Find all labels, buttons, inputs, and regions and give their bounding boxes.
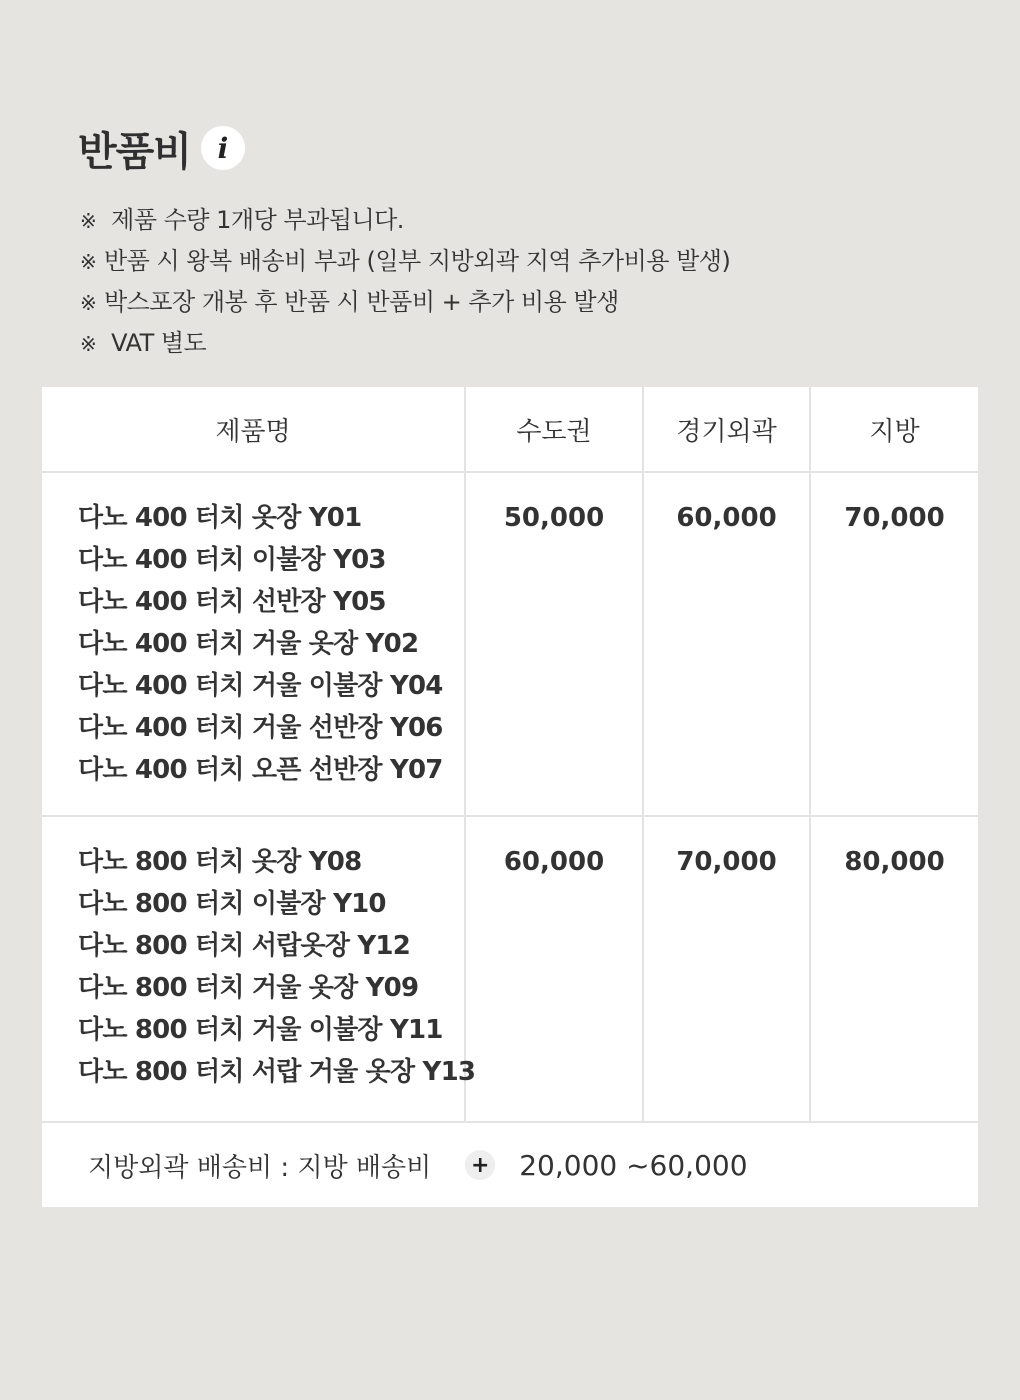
reference-mark-icon: ※ (80, 250, 97, 274)
reference-mark-icon: ※ (80, 209, 97, 233)
notes-list (80, 200, 730, 364)
reference-mark-icon: ※ (80, 332, 97, 356)
table-footer (42, 1123, 978, 1207)
product-name: 다노 800 터치 옷장 Y08 (78, 847, 362, 877)
product-name: 다노 400 터치 옷장 Y01 (78, 503, 362, 533)
note-item (80, 323, 730, 364)
product-list-cell (42, 816, 476, 1122)
product-name: 다노 800 터치 서랍옷장 Y12 (78, 931, 411, 961)
price-gyeonggi-outer: 70,000 (643, 816, 810, 1122)
fee-table (42, 387, 978, 1123)
price-capital-area: 60,000 (465, 816, 643, 1122)
page-title: 반품비 (78, 128, 191, 175)
reference-mark-icon: ※ (80, 291, 97, 315)
product-name: 다노 400 터치 거울 선반장 Y06 (78, 713, 443, 743)
plus-icon: + (465, 1150, 495, 1180)
price-gyeonggi-outer: 60,000 (643, 472, 810, 816)
price-province: 80,000 (810, 816, 978, 1122)
return-fee-table (42, 387, 978, 1207)
note-item (80, 200, 730, 241)
note-text: 제품 수량 1개당 부과됩니다. (104, 206, 404, 234)
note-item (80, 241, 730, 282)
table-row (42, 472, 978, 816)
product-name: 다노 800 터치 서랍 거울 옷장 Y13 (78, 1057, 476, 1087)
product-name: 다노 400 터치 선반장 Y05 (78, 587, 386, 617)
product-list-cell (42, 472, 465, 816)
product-name: 다노 800 터치 거울 옷장 Y09 (78, 973, 419, 1003)
price-capital-area: 50,000 (465, 472, 643, 816)
product-name: 다노 800 터치 이불장 Y10 (78, 889, 386, 919)
footer-range: 20,000 ~60,000 (519, 1148, 748, 1182)
footer-label: 지방외곽 배송비 : 지방 배송비 (88, 1152, 432, 1183)
header-gyeonggi-outer: 경기외곽 (643, 387, 810, 472)
title-row (78, 118, 245, 178)
header-product-name: 제품명 (42, 387, 465, 472)
header-row (42, 387, 978, 472)
table-row (42, 816, 978, 1122)
note-item (80, 282, 730, 323)
note-text: VAT 별도 (104, 329, 207, 357)
header-province: 지방 (810, 387, 978, 472)
product-name: 다노 400 터치 거울 이불장 Y04 (78, 671, 443, 701)
note-text: 반품 시 왕복 배송비 부과 (일부 지방외곽 지역 추가비용 발생) (104, 247, 731, 275)
price-province: 70,000 (810, 472, 978, 816)
product-name: 다노 400 터치 오픈 선반장 Y07 (78, 755, 443, 785)
note-text: 박스포장 개봉 후 반품 시 반품비 + 추가 비용 발생 (104, 288, 619, 316)
product-name: 다노 800 터치 거울 이불장 Y11 (78, 1015, 443, 1045)
product-name: 다노 400 터치 이불장 Y03 (78, 545, 386, 575)
info-icon[interactable]: i (201, 126, 245, 170)
product-name: 다노 400 터치 거울 옷장 Y02 (78, 629, 419, 659)
header-capital-area: 수도권 (465, 387, 643, 472)
